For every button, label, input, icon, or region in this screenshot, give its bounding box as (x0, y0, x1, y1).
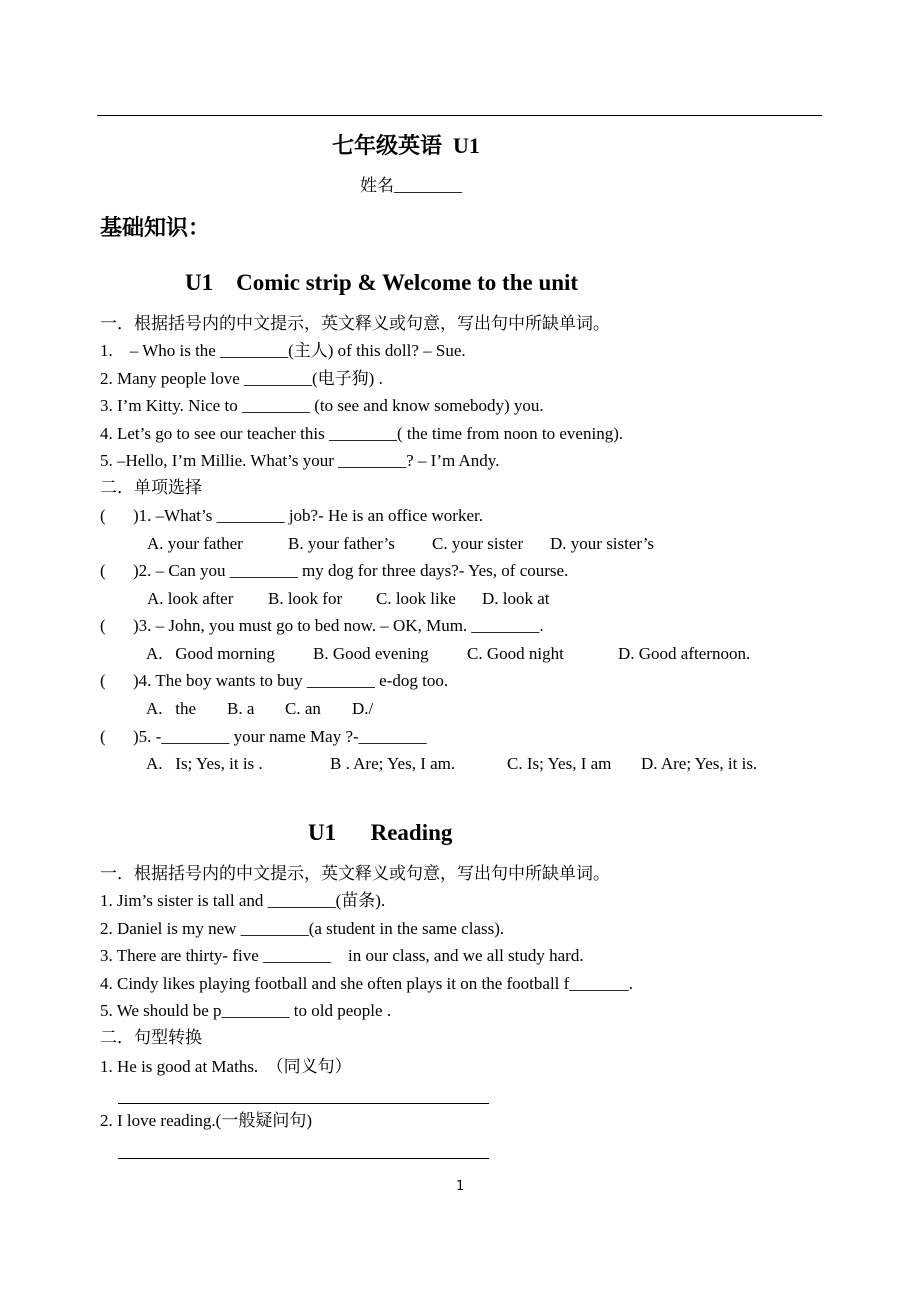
answer-line (118, 1158, 489, 1159)
section-heading-reading: U1 Reading (308, 820, 453, 845)
option: A. Is; Yes, it is . (146, 754, 263, 773)
option: D./ (352, 699, 374, 718)
fill-item: 1. Jim’s sister is tall and ________(苗条). (100, 891, 386, 910)
fill-item: 4. Cindy likes playing football and she often plays it on the football f_______. (100, 974, 634, 993)
header-rule (97, 115, 822, 116)
question: )4. The boy wants to buy ________ e-dog too. (133, 671, 449, 690)
fill-item: 1. – Who is the ________(主人) of this doll? – Sue. (100, 341, 466, 360)
fill-item: 3. I’m Kitty. Nice to ________ (to see and know somebody) you. (100, 396, 544, 415)
fill-item: 2. Daniel is my new ________(a student in the same class). (100, 919, 505, 938)
basics-heading: 基础知识： (100, 215, 211, 240)
option: B. a (227, 699, 255, 718)
fill-item: 5. –Hello, I’m Millie. What’s your ________? – I’m Andy. (100, 451, 500, 470)
fill-item: 3. There are thirty- five ________ in our class, and we all study hard. (100, 946, 584, 965)
option: C. Is; Yes, I am (507, 754, 612, 773)
answer-bracket: ( (100, 561, 106, 580)
option: C. an (285, 699, 321, 718)
option: C. your sister (432, 534, 524, 553)
page-number: 1 (456, 1179, 465, 1194)
option: D. Good afternoon. (618, 644, 751, 663)
option: A. Good morning (146, 644, 275, 663)
fill-item: 4. Let’s go to see our teacher this ________( the time from noon to evening). (100, 424, 624, 443)
option: B. look for (268, 589, 343, 608)
question: )1. –What’s ________ job?- He is an office worker. (133, 506, 483, 525)
option: A. look after (147, 589, 234, 608)
transform-item: 2. I love reading.(一般疑问句) (100, 1111, 312, 1130)
answer-line (118, 1103, 489, 1104)
question: )2. – Can you ________ my dog for three days?- Yes, of course. (133, 561, 569, 580)
option: B. your father’s (288, 534, 395, 553)
answer-bracket: ( (100, 671, 106, 690)
transform-item: 1. He is good at Maths. （同义句） (100, 1057, 352, 1076)
option: B . Are; Yes, I am. (330, 754, 456, 773)
instruction: 二．单项选择 (100, 478, 202, 497)
section-heading-comic-strip: U1 Comic strip & Welcome to the unit (185, 270, 579, 295)
option: A. the (146, 699, 197, 718)
instruction: 一．根据括号内的中文提示，英文释义或句意，写出句中所缺单词。 (100, 314, 610, 333)
instruction: 二．句型转换 (100, 1028, 202, 1047)
question: )5. -________ your name May ?-________ (133, 727, 427, 746)
answer-bracket: ( (100, 727, 106, 746)
option: D. your sister’s (550, 534, 655, 553)
fill-item: 2. Many people love ________(电子狗) . (100, 369, 383, 388)
option: B. Good evening (313, 644, 429, 663)
page-title: 七年级英语 U1 (332, 133, 480, 158)
question: )3. – John, you must go to bed now. – OK, Mum. ________. (133, 616, 544, 635)
name-field-label: 姓名________ (360, 176, 462, 195)
answer-bracket: ( (100, 616, 106, 635)
option: A. your father (147, 534, 243, 553)
option: D. look at (482, 589, 550, 608)
option: D. Are; Yes, it is. (641, 754, 758, 773)
answer-bracket: ( (100, 506, 106, 525)
instruction: 一．根据括号内的中文提示，英文释义或句意，写出句中所缺单词。 (100, 864, 610, 883)
option: C. Good night (467, 644, 564, 663)
fill-item: 5. We should be p________ to old people . (100, 1001, 392, 1020)
option: C. look like (376, 589, 456, 608)
